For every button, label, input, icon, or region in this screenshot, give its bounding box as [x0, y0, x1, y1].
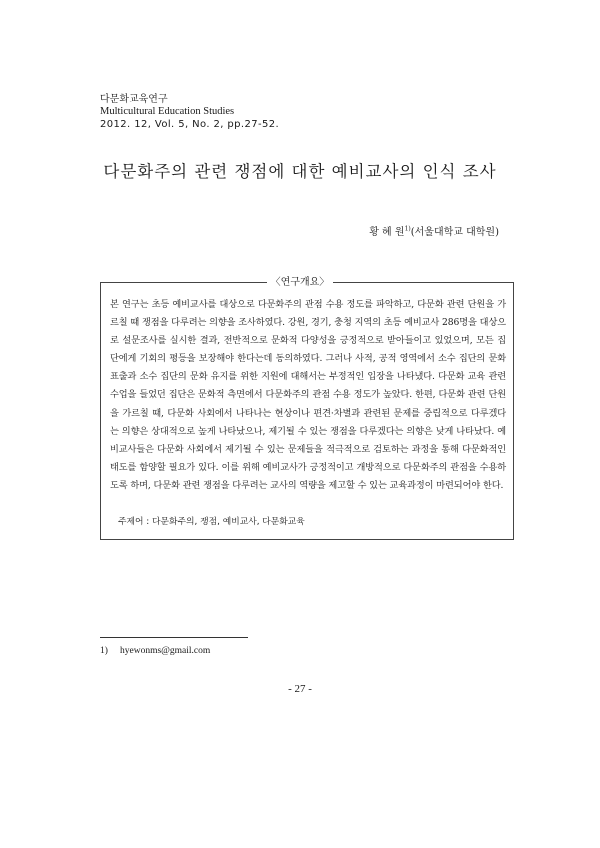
abstract-label: 〈연구개요〉: [0, 273, 600, 288]
author-name: 황 혜 원: [369, 227, 405, 238]
journal-citation: 2012. 12, Vol. 5, No. 2, pp.27-52.: [100, 118, 280, 130]
author-affiliation: (서울대학교 대학원): [410, 227, 499, 238]
footnote-email[interactable]: hyewonms@gmail.com: [120, 646, 211, 656]
keywords: 주제어 : 다문화주의, 쟁점, 예비교사, 다문화교육: [118, 517, 305, 527]
journal-header: [100, 94, 279, 131]
author-line: [369, 223, 499, 238]
abstract-text: 본 연구는 초등 예비교사를 대상으로 다문화주의 관점 수용 정도를 파악하고, 다문화 관련 단원을 가르칠 때 쟁점을 다루려는 의향을 조사하였다. 강원, 경기, 충청 지역의 초등 예비교사 286명을 대상으로 설문조사를 실시한 결과, 전반적으로 문화적 다양성을 긍정적으로 받아들이고 있었으며, 모든 집단에게 기회의 평등을 보장해야 한다는데 동의하였다. 그러나 사적, 공적 영역에서 소수 집단의 문화 표출과 소수 집단의 문화 유지를 위한 지원에 대해서는 부정적인 입장을 나타냈다. 다문화 교육 관련 수업을 들었던 집단은 문화적 측면에서 다문화주의 관점 수용 정도가 높았다. 한편, 다문화 관련 단원을 가르칠 때, 다문화 사회에서 나타나는 현상이나 편견·차별과 관련된 문제를 중립적으로 다루겠다는 의향은 상대적으로 높게 나타났으나, 제기될 수 있는 쟁점을 다루겠다는 의향은 낮게 나타났다. 예비교사들은 다문화 사회에서 제기될 수 있는 문제들을 적극적으로 검토하는 과정을 통해 다문화적인 태도를 함양할 필요가 있다. 이를 위해 예비교사가 긍정적이고 개방적으로 다문화주의 관점을 수용하도록 하며, 다문화 관련 쟁점을 다루려는 교사의 역량을 제고할 수 있는 교육과정이 마련되어야 한다.: [110, 299, 506, 491]
footnote-divider: [100, 637, 248, 638]
author-footnote-mark[interactable]: 1): [404, 225, 411, 233]
journal-name-english: Multicultural Education Studies: [100, 106, 235, 118]
journal-name-korean: 다문화교육연구: [100, 94, 168, 105]
footnote: [100, 646, 210, 656]
page-number: - 27 -: [288, 683, 312, 695]
footnote-number: 1): [100, 646, 108, 656]
paper-title: 다문화주의 관련 쟁점에 대한 예비교사의 인식 조사: [103, 162, 497, 181]
